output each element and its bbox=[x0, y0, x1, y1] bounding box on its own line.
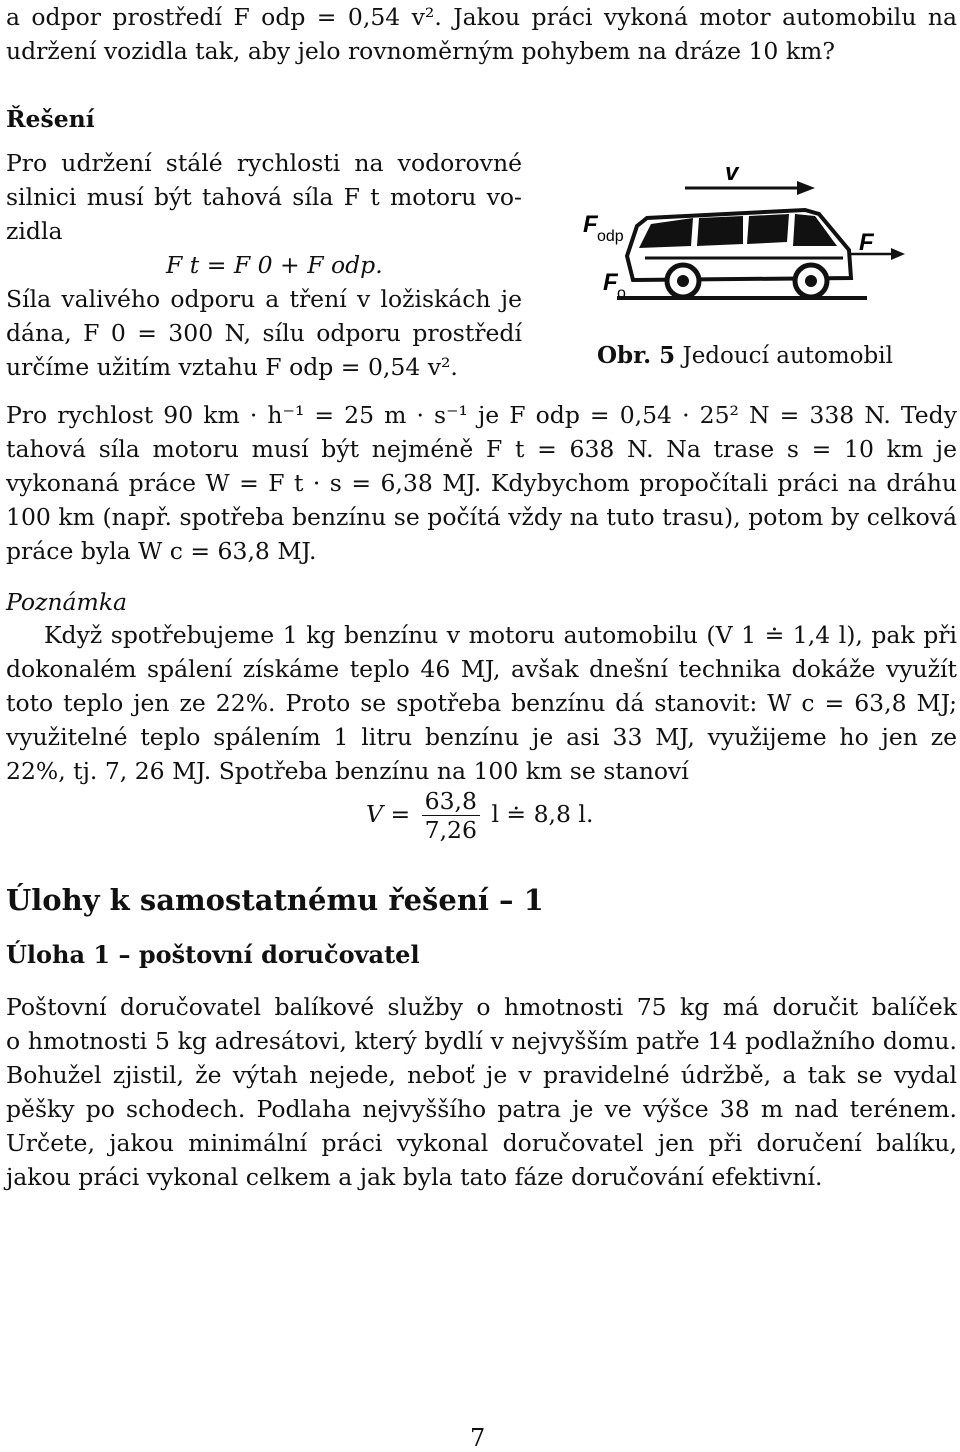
formula-rhs: l ≐ 8,8 l. bbox=[491, 800, 594, 828]
note-line-3: toto teplo jen ze 22%. Proto se spotřeba benzínu dá stanovit: W c = 63,8 MJ; bbox=[6, 689, 957, 717]
car-figure bbox=[575, 150, 925, 325]
solution-line-2: silnici musí být tahová síla F t motoru vo- bbox=[6, 183, 522, 211]
solution-p2-line-3: vykonaná práce W = F t · s = 6,38 MJ. Kdybychom propočítali práci na dráhu bbox=[6, 469, 957, 497]
figure-caption bbox=[597, 342, 893, 369]
task-heading: Úloha 1 – poštovní doručovatel bbox=[6, 940, 420, 969]
task-line-6: jakou práci vykonal celkem a jak byla tato fáze doručování efektivní. bbox=[6, 1163, 823, 1191]
note-line-5: 22%, tj. 7, 26 MJ. Spotřeba benzínu na 100 km se stanoví bbox=[6, 757, 689, 785]
task-line-2: o hmotnosti 5 kg adresátovi, který bydlí v nejvyšším patře 14 podlažního domu. bbox=[6, 1027, 957, 1055]
force-label: F bbox=[859, 229, 874, 256]
velocity-arrowhead-icon bbox=[797, 181, 815, 195]
exercises-heading: Úlohy k samostatnému řešení – 1 bbox=[6, 883, 544, 917]
task-line-5: Určete, jakou minimální práci vykonal doručovatel jen při doručení balíku, bbox=[6, 1129, 957, 1157]
intro-line-1: a odpor prostředí F odp = 0,54 v². Jakou práci vykoná motor automobilu na bbox=[6, 3, 957, 31]
front-wheel-icon bbox=[667, 265, 699, 297]
solution-line-4: Síla valivého odporu a tření v ložiskách je bbox=[6, 285, 522, 313]
solution-p2-line-2: tahová síla motoru musí být nejméně F t = 638 N. Na trase s = 10 km je bbox=[6, 435, 957, 463]
solution-line-1: Pro udržení stálé rychlosti na vodorovné bbox=[6, 149, 522, 177]
intro-line-2: udržení vozidla tak, aby jelo rovnoměrným pohybem na dráze 10 km? bbox=[6, 37, 835, 65]
velocity-label: v bbox=[725, 159, 739, 186]
formula-denominator: 7,26 bbox=[424, 816, 477, 844]
formula-lhs: V = bbox=[366, 800, 411, 828]
task-line-4: pěšky po schodech. Podlaha nejvyššího patra je ve výšce 38 m nad terénem. bbox=[6, 1095, 957, 1123]
task-line-3: Bohužel zjistil, že výtah nejede, neboť je v pravidelné údržbě, a tak se vydal bbox=[6, 1061, 957, 1089]
solution-line-3: zidla bbox=[6, 217, 63, 245]
figure-caption-number: Obr. 5 bbox=[597, 342, 676, 369]
formula-fraction bbox=[422, 787, 480, 844]
solution-p2-line-5: práce byla W c = 63,8 MJ. bbox=[6, 537, 317, 565]
note-line-1: Když spotřebujeme 1 kg benzínu v motoru automobilu (V 1 ≐ 1,4 l), pak při bbox=[44, 621, 957, 649]
figure-caption-text: Jedoucí automobil bbox=[682, 343, 893, 369]
f0-label-main: F bbox=[603, 269, 618, 296]
note-heading: Poznámka bbox=[6, 588, 128, 616]
solution-equation: F t = F 0 + F odp. bbox=[166, 251, 383, 279]
note-line-2: dokonalém spálení získáme teplo 46 MJ, avšak dnešní technika dokáže využít bbox=[6, 655, 957, 683]
solution-p2-line-1: Pro rychlost 90 km · h⁻¹ = 25 m · s⁻¹ je F odp = 0,54 · 25² N = 338 N. Tedy bbox=[6, 401, 957, 429]
solution-line-5: dána, F 0 = 300 N, sílu odporu prostředí bbox=[6, 319, 522, 347]
fodp-label-main: F bbox=[583, 211, 598, 238]
rear-wheel-icon bbox=[795, 265, 827, 297]
force-arrowhead-icon bbox=[891, 248, 905, 260]
page-number: 7 bbox=[470, 1424, 486, 1452]
formula-numerator: 63,8 bbox=[422, 787, 480, 816]
fodp-label-sub: odp bbox=[597, 228, 624, 245]
f0-label-sub: o bbox=[617, 285, 626, 302]
note-line-4: využitelné teplo spálením 1 litru benzínu je asi 33 MJ, využijeme ho jen ze bbox=[6, 723, 957, 751]
solution-line-6: určíme užitím vztahu F odp = 0,54 v². bbox=[6, 353, 458, 381]
task-line-1: Poštovní doručovatel balíkové služby o hmotnosti 75 kg má doručit balíček bbox=[6, 993, 957, 1021]
note-formula bbox=[366, 786, 593, 844]
solution-p2-line-4: 100 km (např. spotřeba benzínu se počítá vždy na tuto trasu), potom by celková bbox=[6, 503, 957, 531]
solution-heading: Řešení bbox=[6, 105, 95, 133]
